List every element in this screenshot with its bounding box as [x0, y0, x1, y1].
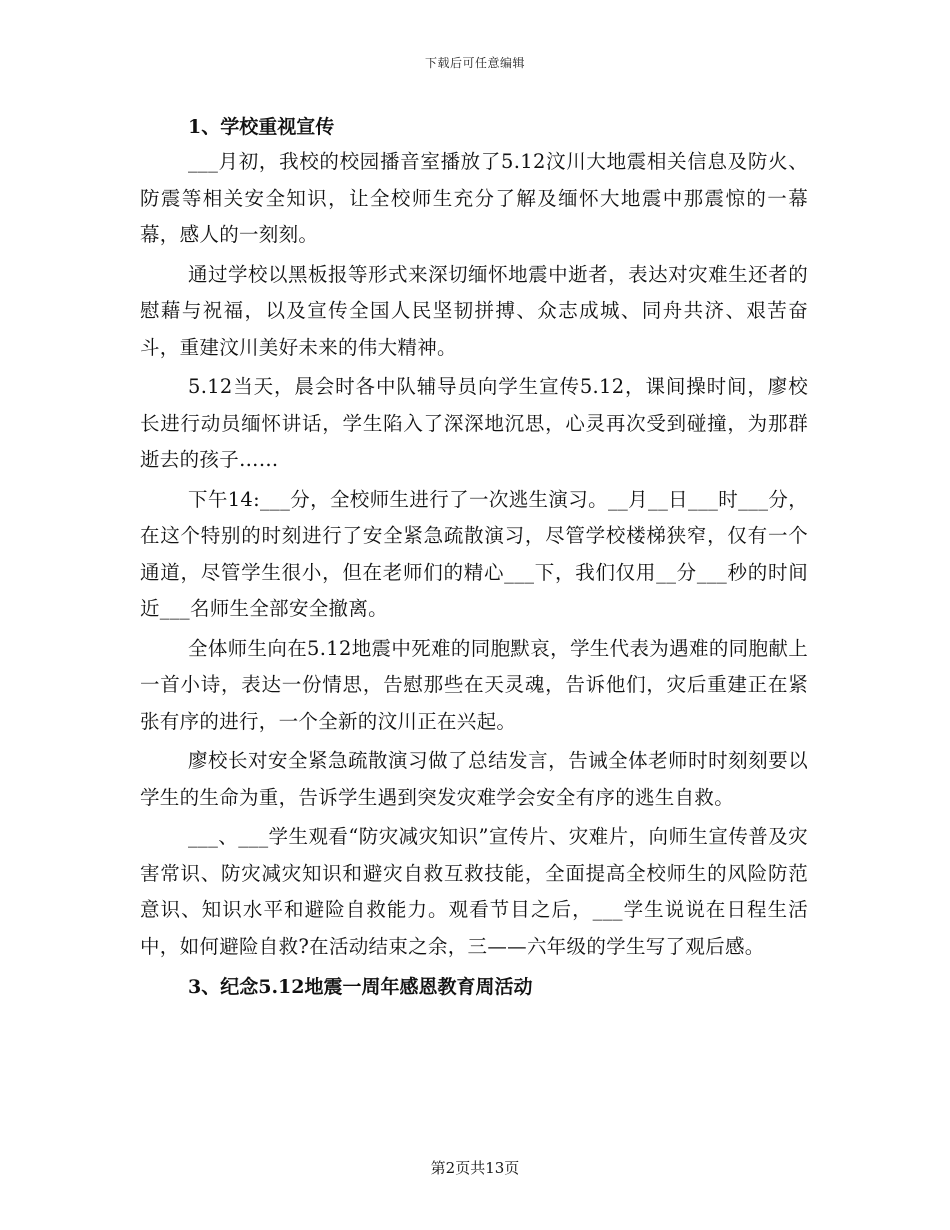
paragraph: 全体师生向在5.12地震中死难的同胞默哀，学生代表为遇难的同胞献上一首小诗，表达一份情思，告慰那些在天灵魂，告诉他们，灾后重建正在紧张有序的进行，一个全新的汶川正在兴起。 [140, 636, 808, 733]
paragraph: 廖校长对安全紧急疏散演习做了总结发言，告诫全体老师时时刻刻要以学生的生命为重，告诉学生遇到突发灾难学会安全有序的逃生自救。 [140, 749, 808, 809]
paragraph: 通过学校以黑板报等形式来深切缅怀地震中逝者，表达对灾难生还者的慰藉与祝福，以及宣传全国人民坚韧拼搏、众志成城、同舟共济、艰苦奋斗，重建汶川美好未来的伟大精神。 [140, 262, 808, 359]
paragraph: ___月初，我校的校园播音室播放了5.12汶川大地震相关信息及防火、防震等相关安全知识，让全校师生充分了解及缅怀大地震中那震惊的一幕幕，感人的一刻刻。 [140, 150, 808, 246]
paragraph: 下午14:___分，全校师生进行了一次逃生演习。__月__日___时___分，在这个特别的时刻进行了安全紧急疏散演习，尽管学校楼梯狭窄，仅有一个通道，尽管学生很小，但在老师们的精心___下，我们仅用__分___秒的时间近___名师生全部安全撤离。 [140, 487, 808, 620]
document-body [140, 108, 808, 1006]
paragraph: ___、___学生观看“防灾减灾知识”宣传片、灾难片，向师生宣传普及灾害常识、防灾减灾知识和避灾自救互救技能，全面提高全校师生的风险防范意识、知识水平和避险自救能力。观看节目之后，___学生说说在日程生活中，如何避险自救?在活动结束之余，三——六年级的学生写了观后感。 [140, 825, 808, 958]
section-heading: 1、学校重视宣传 [188, 116, 335, 138]
section-heading: 3、纪念5.12地震一周年感恩教育周活动 [188, 976, 533, 998]
page-header: 下载后可任意编辑 [424, 56, 525, 70]
paragraph: 5.12当天，晨会时各中队辅导员向学生宣传5.12，课间操时间，廖校长进行动员缅怀讲话，学生陷入了深深地沉思，心灵再次受到碰撞，为那群逝去的孩子…… [140, 375, 808, 471]
page-footer: 第2页共13页 [430, 1159, 520, 1177]
